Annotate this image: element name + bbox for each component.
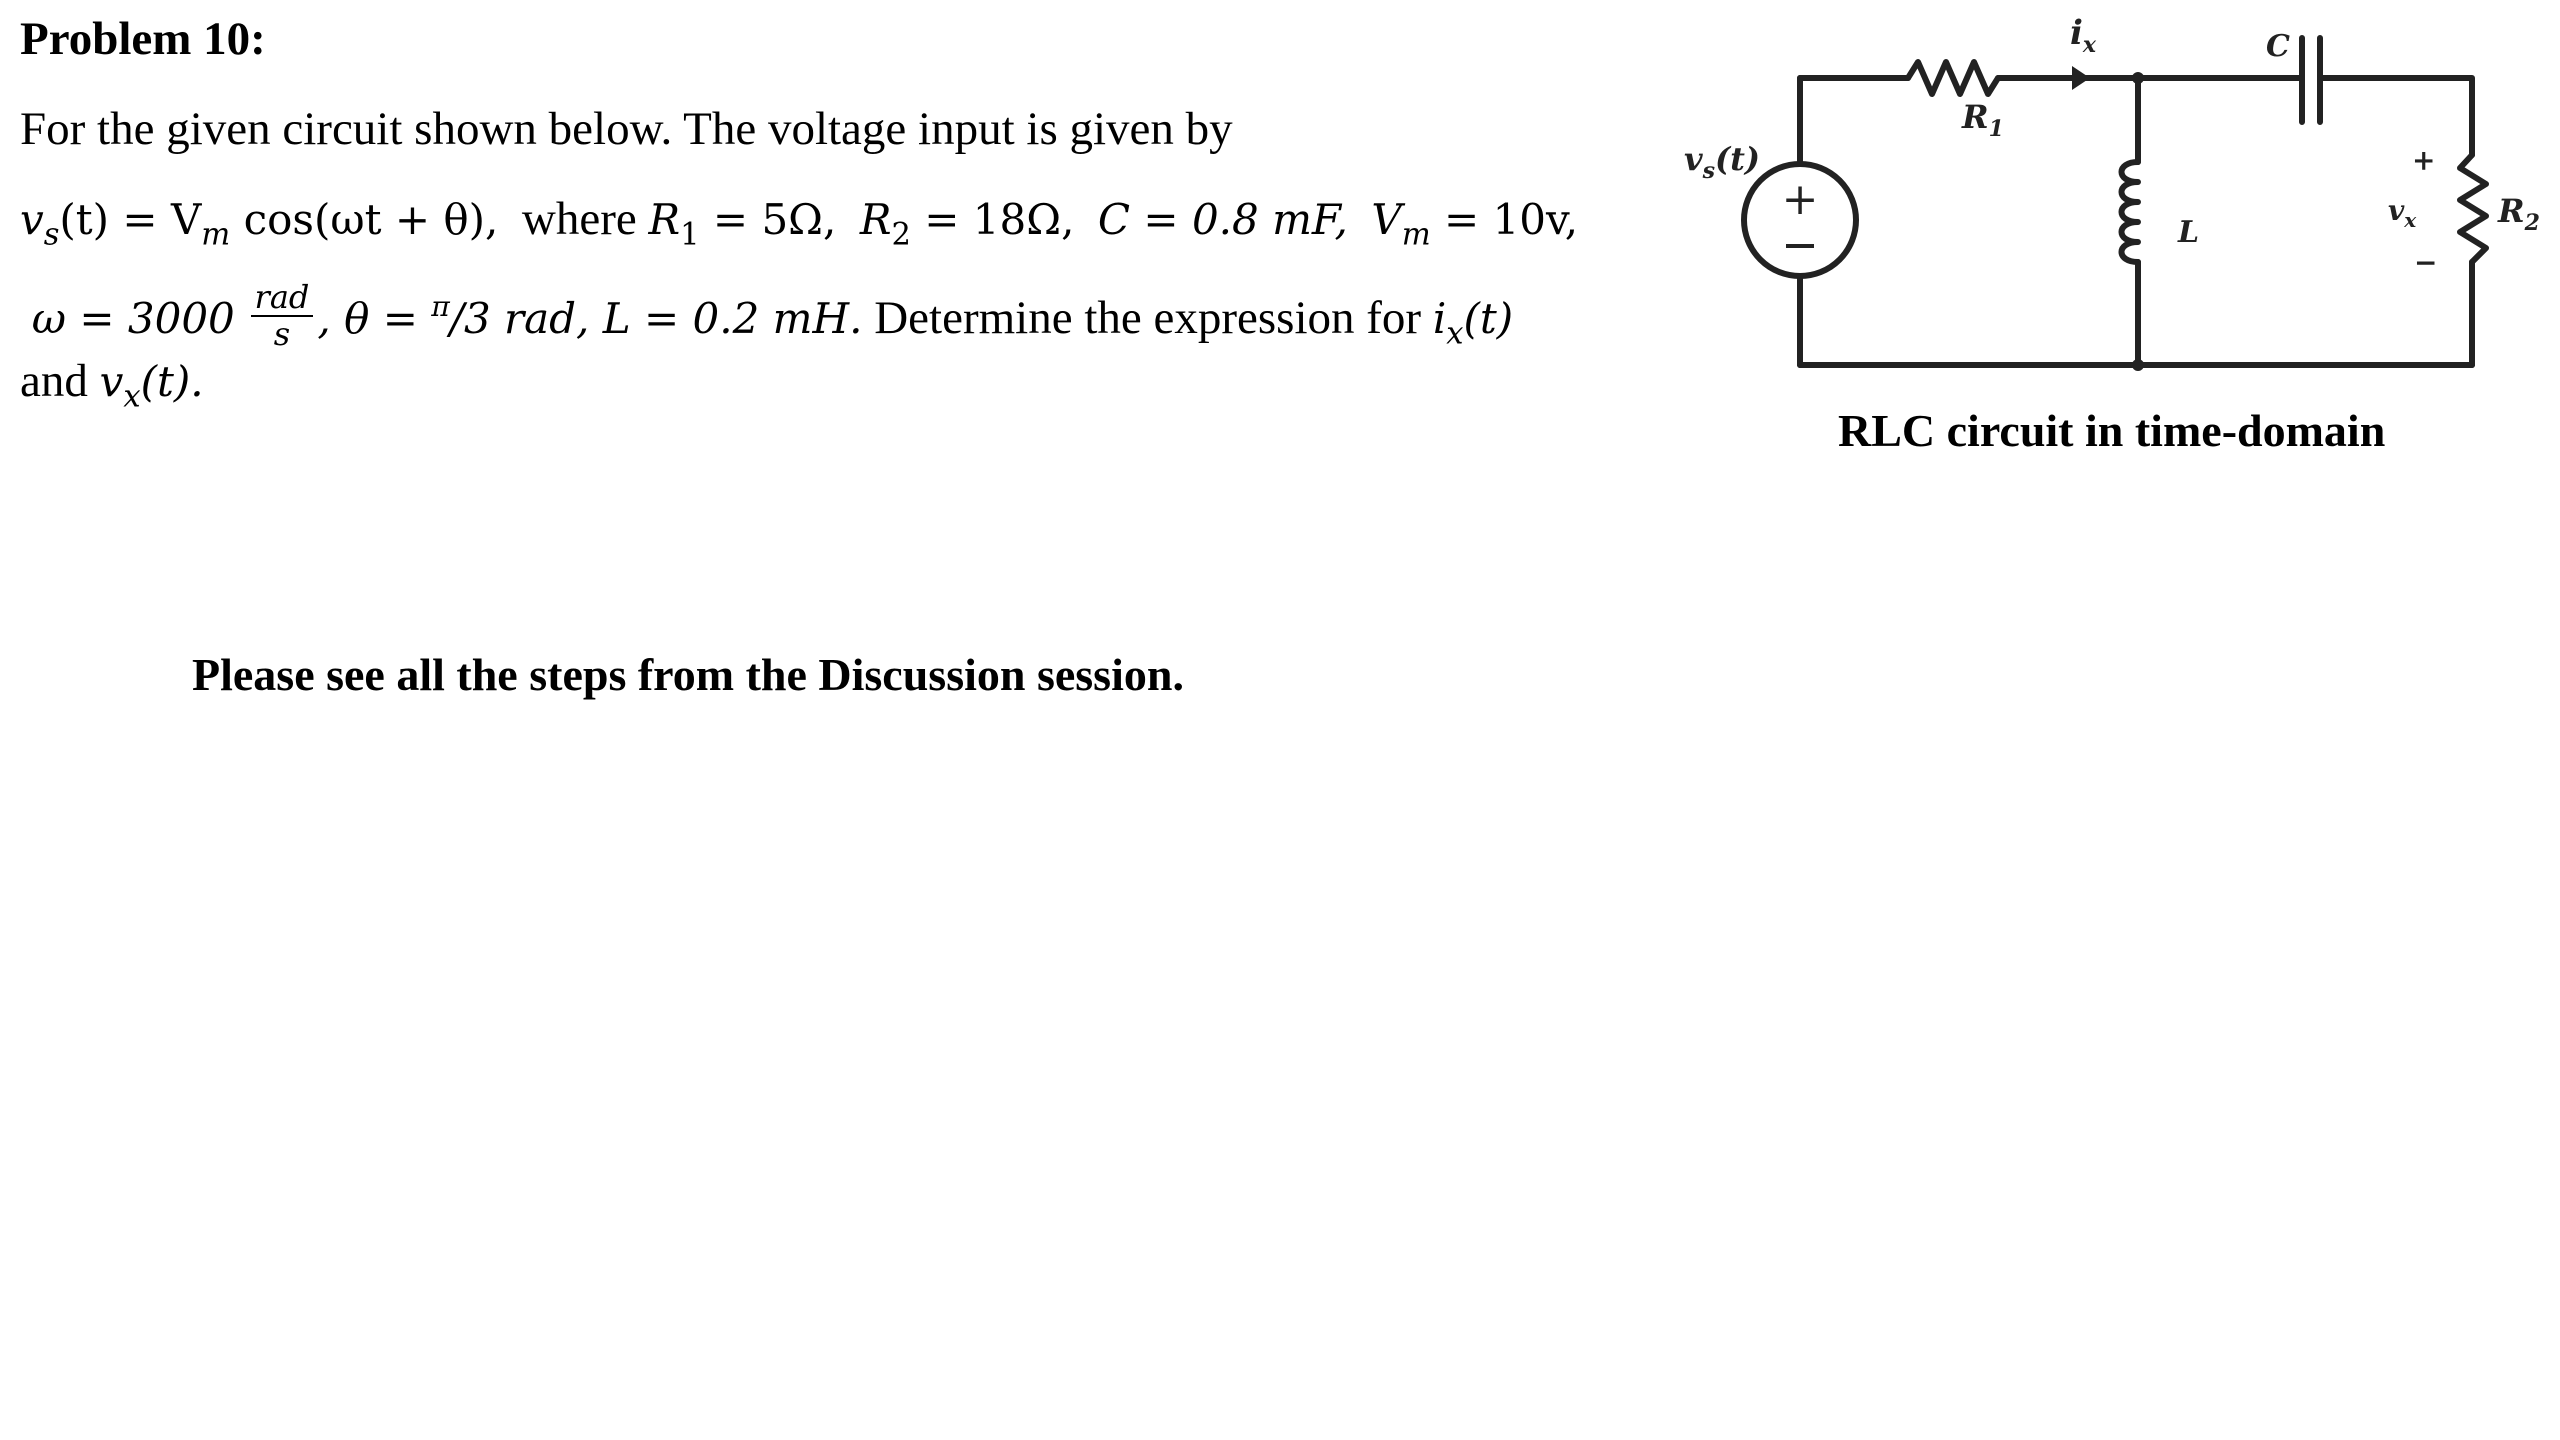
vx-plus-sign: + <box>2412 144 2436 177</box>
r2-subscript: 2 <box>891 217 911 253</box>
resistor-r1-symbol <box>1908 62 1998 94</box>
r1-subscript: 1 <box>680 217 700 253</box>
vm-subscript: m <box>201 217 231 253</box>
vs-subscript: s <box>43 217 60 253</box>
node-top <box>2132 72 2144 84</box>
inductor-symbol <box>2122 162 2139 262</box>
problem-title: Problem 10: <box>20 13 266 65</box>
ix-symbol: i <box>1432 293 1447 343</box>
vx-symbol: v <box>99 357 124 406</box>
ix-post: (t) <box>1463 293 1514 343</box>
vm-value: = 10v, <box>1430 195 1579 244</box>
frac-denominator: s <box>273 315 291 354</box>
current-arrow-icon <box>2072 66 2090 90</box>
r2-value: = 18Ω, <box>910 195 1075 244</box>
theta-prefix: , θ = <box>317 293 432 343</box>
omega-line <box>20 278 1514 358</box>
vs-label: $v_s(t)$ <box>1684 140 1761 184</box>
rad-per-s-fraction <box>251 280 314 352</box>
ix-subscript: x <box>1446 316 1464 352</box>
rlc-circuit-diagram <box>1670 0 2560 400</box>
r1-label: $R_1$ <box>1962 98 2004 142</box>
theta-pi: π <box>431 290 450 324</box>
theta-rest: /3 rad, L = 0.2 mH. <box>449 293 863 343</box>
cos-term: cos(ωt + θ), <box>230 195 499 244</box>
circuit-caption: RLC circuit in time-domain <box>1838 405 2386 456</box>
ix-label: $i_x$ <box>2070 13 2097 58</box>
c-value: C = 0.8 mF, <box>1097 195 1348 244</box>
inductor-label: L <box>2178 215 2200 250</box>
vx-label: $v_x$ <box>2388 194 2417 232</box>
vm-symbol: V <box>1371 195 1402 244</box>
r2-label: $R_2$ <box>2498 192 2540 236</box>
determine-text: Determine the expression for <box>862 291 1433 344</box>
node-bottom <box>2132 359 2144 371</box>
r2-symbol: R <box>859 195 892 244</box>
frac-numerator: rad <box>251 280 314 317</box>
resistor-r2-symbol <box>2460 155 2486 262</box>
source-plus-sign: + <box>1781 174 1819 225</box>
vm-subscript-2: m <box>1401 217 1431 253</box>
capacitor-label: C <box>2266 29 2290 64</box>
top-wire-far-right <box>2322 78 2472 155</box>
vs-rest: (t) = V <box>59 195 202 244</box>
r1-value: = 5Ω, <box>699 195 837 244</box>
vx-subscript: x <box>123 379 141 415</box>
where-word: where <box>521 193 637 245</box>
r1-symbol: R <box>648 195 681 244</box>
equation-line <box>20 193 1579 253</box>
capacitor-symbol <box>2302 38 2320 122</box>
vx-minus-sign: − <box>2414 246 2438 279</box>
and-line <box>20 355 204 415</box>
vs-symbol: v <box>20 195 44 244</box>
omega-value: ω = 3000 <box>31 293 235 343</box>
and-word: and <box>20 355 100 407</box>
problem-intro: For the given circuit shown below. The voltage input is given by <box>20 103 1233 155</box>
discussion-note: Please see all the steps from the Discussion session. <box>192 649 1184 700</box>
vx-post: (t). <box>140 357 204 406</box>
